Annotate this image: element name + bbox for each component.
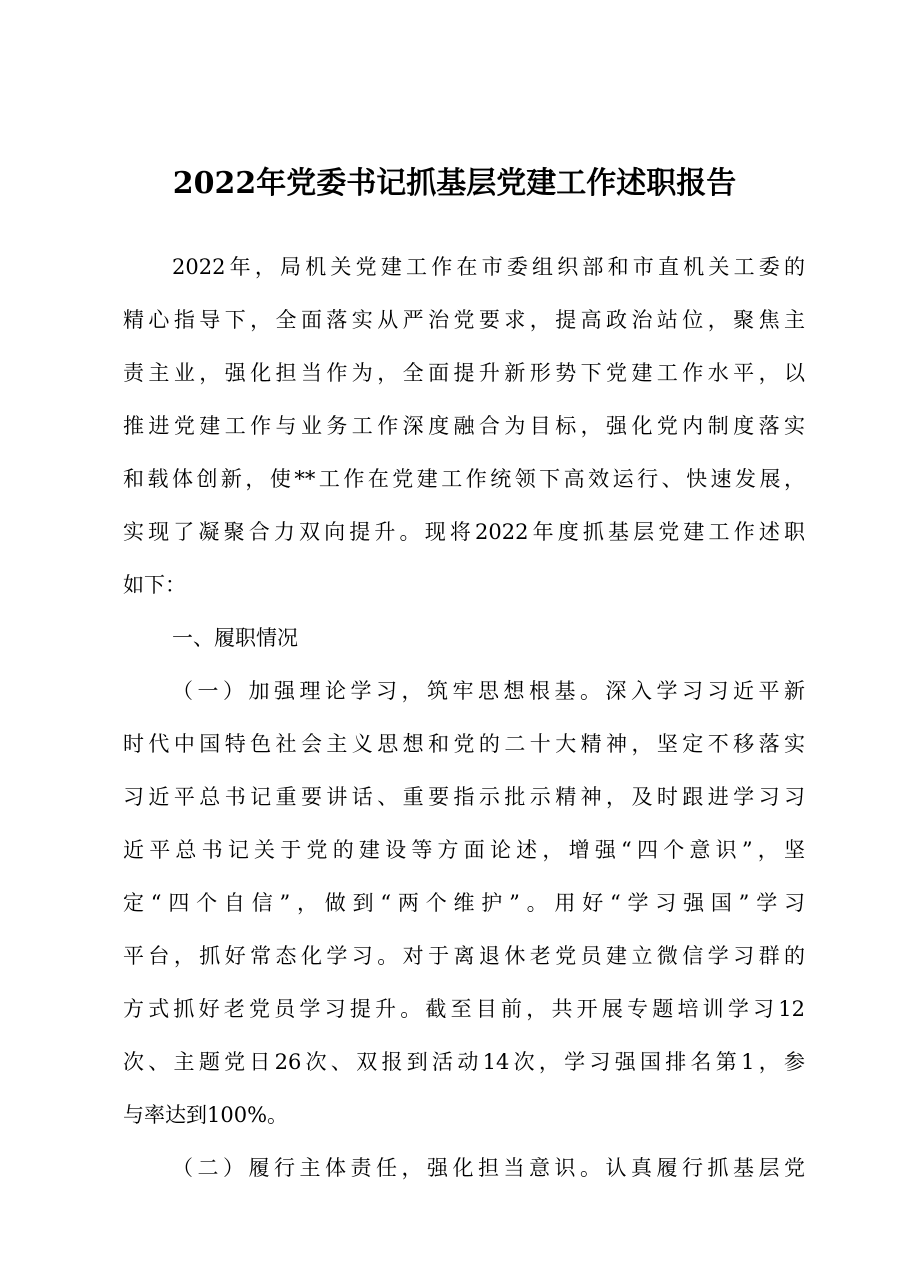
paragraph-line: 方式抓好老党员学习提升。截至目前，共开展专题培训学习12 bbox=[123, 997, 805, 1021]
paragraph-line: 次、主题党日26次、双报到活动14次，学习强国排名第1，参 bbox=[123, 1050, 805, 1074]
paragraph-line: 定“四个自信”，做到“两个维护”。用好“学习强国”学习 bbox=[123, 891, 805, 915]
paragraph-line: 责主业，强化担当作为，全面提升新形势下党建工作水平，以 bbox=[123, 361, 805, 385]
section-heading: 一、履职情况 bbox=[172, 626, 298, 650]
paragraph-line: 实现了凝聚合力双向提升。现将2022年度抓基层党建工作述职 bbox=[123, 520, 805, 544]
paragraph-line: （二）履行主体责任，强化担当意识。认真履行抓基层党 bbox=[172, 1156, 805, 1180]
paragraph-line: 平台，抓好常态化学习。对于离退休老党员建立微信学习群的 bbox=[123, 944, 805, 968]
paragraph-line: 与率达到100%。 bbox=[123, 1103, 289, 1127]
document-title: 2022年党委书记抓基层党建工作述职报告 bbox=[172, 166, 737, 201]
paragraph-line: 习近平总书记重要讲话、重要指示批示精神，及时跟进学习习 bbox=[123, 785, 805, 809]
paragraph-line: （一）加强理论学习，筑牢思想根基。深入学习习近平新 bbox=[172, 679, 805, 703]
paragraph-line: 精心指导下，全面落实从严治党要求，提高政治站位，聚焦主 bbox=[123, 308, 805, 332]
paragraph-line: 时代中国特色社会主义思想和党的二十大精神，坚定不移落实 bbox=[123, 732, 805, 756]
paragraph-line: 近平总书记关于党的建设等方面论述，增强“四个意识”，坚 bbox=[123, 838, 805, 862]
paragraph-line: 推进党建工作与业务工作深度融合为目标，强化党内制度落实 bbox=[123, 414, 805, 438]
paragraph-line: 如下： bbox=[123, 573, 186, 597]
paragraph-line: 2022年，局机关党建工作在市委组织部和市直机关工委的 bbox=[172, 255, 805, 279]
paragraph-line: 和载体创新，使**工作在党建工作统领下高效运行、快速发展， bbox=[123, 467, 805, 491]
